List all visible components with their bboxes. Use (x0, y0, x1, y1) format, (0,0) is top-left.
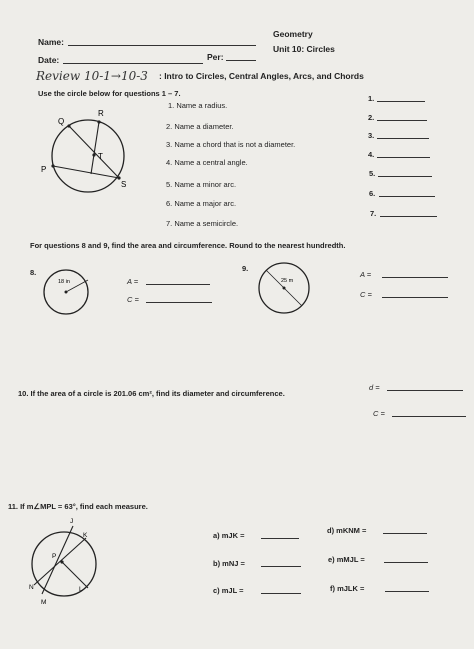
question-2: 2. Name a diameter. (166, 122, 234, 131)
answer-blank-5[interactable] (378, 176, 432, 177)
q11-point-p (60, 560, 63, 563)
q11-part-a-label: a) mJK = (213, 531, 245, 540)
segment-rt (91, 122, 99, 174)
q10-circumference-blank[interactable] (392, 416, 466, 417)
answer-label-6: 6. (369, 189, 376, 198)
q9-area-label: A = (360, 270, 372, 279)
q11-label-p: P (52, 553, 57, 560)
answer-blank-3[interactable] (377, 138, 429, 139)
q11-circle-diagram (22, 516, 122, 608)
answer-label-3: 3. (368, 131, 375, 140)
q8-circumference-label: C = (127, 295, 139, 304)
label-q: Q (58, 117, 65, 126)
q9-center (283, 287, 286, 290)
circle-outline (52, 120, 127, 192)
q9-circle (255, 260, 315, 318)
section1-instruction: Use the circle below for questions 1 – 7. (38, 89, 181, 98)
q8-area-blank[interactable] (146, 284, 210, 285)
q11-part-b-label: b) mNJ = (213, 559, 245, 568)
q11-part-f-label: f) mJLK = (330, 584, 365, 593)
question-4: 4. Name a central angle. (166, 158, 248, 167)
name-label: Name: (38, 37, 64, 47)
q11-label-j: J (70, 518, 74, 525)
q8-center (65, 291, 68, 294)
question-5: 5. Name a minor arc. (166, 180, 237, 189)
per-label: Per: (207, 52, 224, 62)
q11-part-e-label: e) mMJL = (328, 555, 365, 564)
q9-number: 9. (242, 264, 249, 273)
answer-label-7: 7. (370, 209, 377, 218)
answer-blank-6[interactable] (379, 196, 435, 197)
question-7: 7. Name a semicircle. (166, 219, 239, 228)
label-t: T (98, 152, 103, 161)
question-3: 3. Name a chord that is not a diameter. (166, 140, 296, 149)
q11-label-n: N (29, 584, 34, 591)
q9-area-blank[interactable] (382, 277, 448, 278)
q11-part-c-label: c) mJL = (213, 586, 244, 595)
q9-measure: 25 m (281, 278, 294, 284)
label-r: R (98, 109, 104, 118)
q11-line-jm (42, 526, 73, 594)
q11-label-k: K (83, 532, 88, 539)
q11-line-pl (62, 562, 88, 588)
q11-part-e-blank[interactable] (384, 562, 428, 563)
q11-label-l: L (79, 586, 83, 593)
q8-circumference-blank[interactable] (146, 302, 212, 303)
q8-area-label: A = (127, 277, 139, 286)
q9-circumference-label: C = (360, 290, 372, 299)
circle-diagram-1 (35, 104, 145, 204)
q11-part-d-label: d) mKNM = (327, 526, 367, 535)
question-1: 1. Name a radius. (168, 101, 228, 110)
point-t (92, 153, 95, 156)
q11-part-b-blank[interactable] (261, 566, 301, 567)
answer-blank-2[interactable] (377, 120, 427, 121)
q8-number: 8. (30, 268, 37, 277)
answer-label-5: 5. (369, 169, 376, 178)
point-r (97, 120, 100, 123)
answer-label-1: 1. (368, 94, 375, 103)
q10-diameter-label: d = (369, 383, 380, 392)
date-blank[interactable] (63, 63, 203, 64)
review-handwriting: Review 10-1→10-3 (36, 69, 148, 83)
name-blank[interactable] (68, 45, 256, 46)
q11-label-m: M (41, 599, 47, 606)
q10-diameter-blank[interactable] (387, 390, 463, 391)
review-title: : Intro to Circles, Central Angles, Arcs, and Chords (159, 71, 364, 81)
answer-label-4: 4. (368, 150, 375, 159)
label-s: S (121, 180, 127, 189)
answer-blank-4[interactable] (377, 157, 430, 158)
q8-measure: 18 in (58, 279, 70, 285)
label-p: P (41, 165, 47, 174)
q10-circumference-label: C = (373, 409, 385, 418)
q11-part-d-blank[interactable] (383, 533, 427, 534)
q11-part-f-blank[interactable] (385, 591, 429, 592)
section2-instruction: For questions 8 and 9, find the area and circumference. Round to the nearest hundredth. (30, 241, 346, 250)
point-p (51, 164, 54, 167)
q10-text: 10. If the area of a circle is 201.06 cm², find its diameter and circumference. (18, 389, 285, 398)
answer-blank-1[interactable] (377, 101, 425, 102)
answer-blank-7[interactable] (380, 216, 437, 217)
answer-label-2: 2. (368, 113, 375, 122)
q11-text: 11. If m∠MPL = 63°, find each measure. (8, 502, 148, 511)
course-title: Geometry (273, 29, 313, 39)
question-6: 6. Name a major arc. (166, 199, 237, 208)
per-blank[interactable] (226, 60, 256, 61)
q11-part-c-blank[interactable] (261, 593, 301, 594)
unit-title: Unit 10: Circles (273, 44, 335, 54)
date-label: Date: (38, 55, 60, 65)
q11-part-a-blank[interactable] (261, 538, 299, 539)
point-q (67, 124, 70, 127)
q9-circumference-blank[interactable] (382, 297, 448, 298)
q8-circle (40, 268, 96, 318)
